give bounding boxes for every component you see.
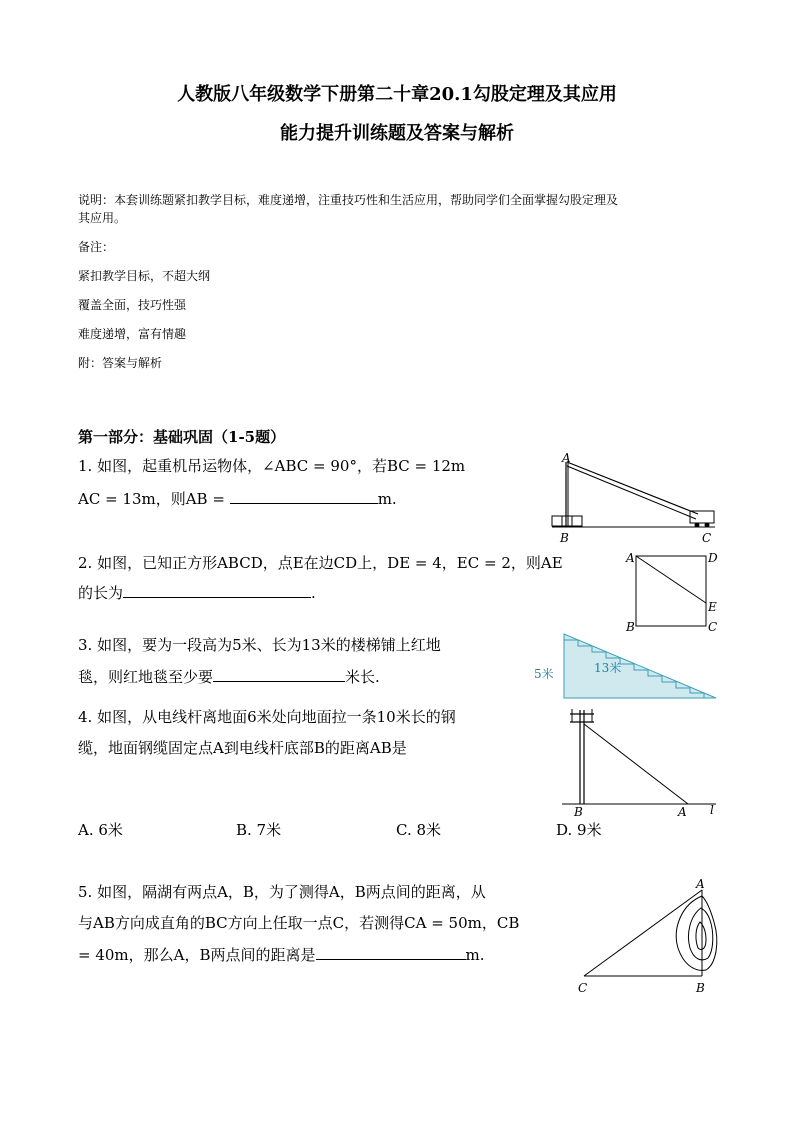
note-item: 难度递增，富有情趣 [78, 327, 187, 341]
q3-line1: 3. 如图，要为一段高为5米、长为13米的楼梯铺上红地 [78, 636, 441, 654]
q1-answer-blank[interactable] [230, 485, 378, 504]
q1-label-b: B [560, 531, 569, 545]
q4-label-a: A [678, 805, 687, 819]
q1-label-c: C [702, 531, 712, 545]
notes-label: 备注： [78, 240, 115, 254]
q1-unit: m. [377, 490, 397, 508]
q2-label-e: E [708, 600, 717, 614]
q2-label-c: C [708, 620, 718, 634]
q4-line1: 4. 如图，从电线杆离地面6米处向地面拉一条10米长的钢 [78, 708, 456, 726]
q1-line2 [78, 485, 397, 512]
q4-line2: 缆，地面钢缆固定点A到电线杆底部B的距离AB是 [78, 739, 407, 757]
section-title: 第一部分：基础巩固（1-5题） [78, 428, 286, 446]
q2-period: . [311, 584, 316, 602]
q3-stairs-figure [532, 632, 722, 704]
q4-option-a[interactable]: A. 6米 [78, 821, 123, 839]
q4-label-l: l [710, 803, 714, 817]
q5-label-c: C [578, 981, 588, 995]
q5-line3 [78, 941, 485, 968]
q3-unit: 米长. [345, 668, 380, 686]
note-item: 附：答案与解析 [78, 356, 163, 370]
q2-line2 [78, 579, 316, 606]
q1-text: AC = 13m，则AB = [78, 490, 230, 508]
q2-text: 的长为 [78, 584, 124, 602]
q5-text: = 40m，那么A，B两点间的距离是 [78, 946, 316, 964]
q1-label-a: A [562, 451, 571, 465]
q4-option-c[interactable]: C. 8米 [396, 821, 442, 839]
note-item: 覆盖全面，技巧性强 [78, 298, 187, 312]
q5-answer-blank[interactable] [316, 941, 466, 960]
q4-option-b[interactable]: B. 7米 [236, 821, 282, 839]
q5-label-a: A [696, 877, 705, 891]
q5-line1: 5. 如图，隔湖有两点A，B，为了测得A，B两点间的距离，从 [78, 883, 486, 901]
q2-square-figure [622, 548, 722, 638]
q2-line1: 2. 如图，已知正方形ABCD，点E在边CD上，DE = 4，EC = 2，则AE [78, 554, 563, 572]
q2-label-a: A [626, 551, 635, 565]
description-label: 说明： [78, 193, 115, 207]
q1-crane-figure [550, 452, 720, 544]
q3-answer-blank[interactable] [213, 663, 345, 682]
q2-label-b: B [626, 620, 635, 634]
q5-line2: 与AB方向成直角的BC方向上任取一点C，若测得CA = 50m，CB [78, 914, 520, 932]
q5-unit: m. [465, 946, 485, 964]
q2-label-d: D [708, 551, 718, 565]
document-title: 人教版八年级数学下册第二十章20.1勾股定理及其应用 [177, 84, 617, 105]
q3-slope-label: 13米 [594, 661, 622, 675]
intro-description-cont: 其应用。 [78, 211, 127, 225]
q4-option-d[interactable]: D. 9米 [556, 821, 602, 839]
description-text: 本套训练题紧扣教学目标，难度递增，注重技巧性和生活应用，帮助同学们全面掌握勾股定理及 [114, 193, 619, 207]
q1-line1: 1. 如图，起重机吊运物体，∠ABC = 90°，若BC = 12m [78, 457, 466, 475]
q3-line2 [78, 663, 380, 690]
document-subtitle: 能力提升训练题及答案与解析 [280, 123, 514, 144]
q3-text: 毯，则红地毯至少要 [78, 668, 214, 686]
intro-description [78, 191, 618, 209]
q3-height-label: 5米 [534, 667, 554, 681]
q5-label-b: B [696, 981, 705, 995]
q2-answer-blank[interactable] [123, 579, 311, 598]
q4-label-b: B [574, 805, 583, 819]
note-item: 紧扣教学目标，不超大纲 [78, 269, 211, 283]
q5-lake-figure [574, 876, 724, 998]
q4-pole-figure [558, 704, 728, 820]
